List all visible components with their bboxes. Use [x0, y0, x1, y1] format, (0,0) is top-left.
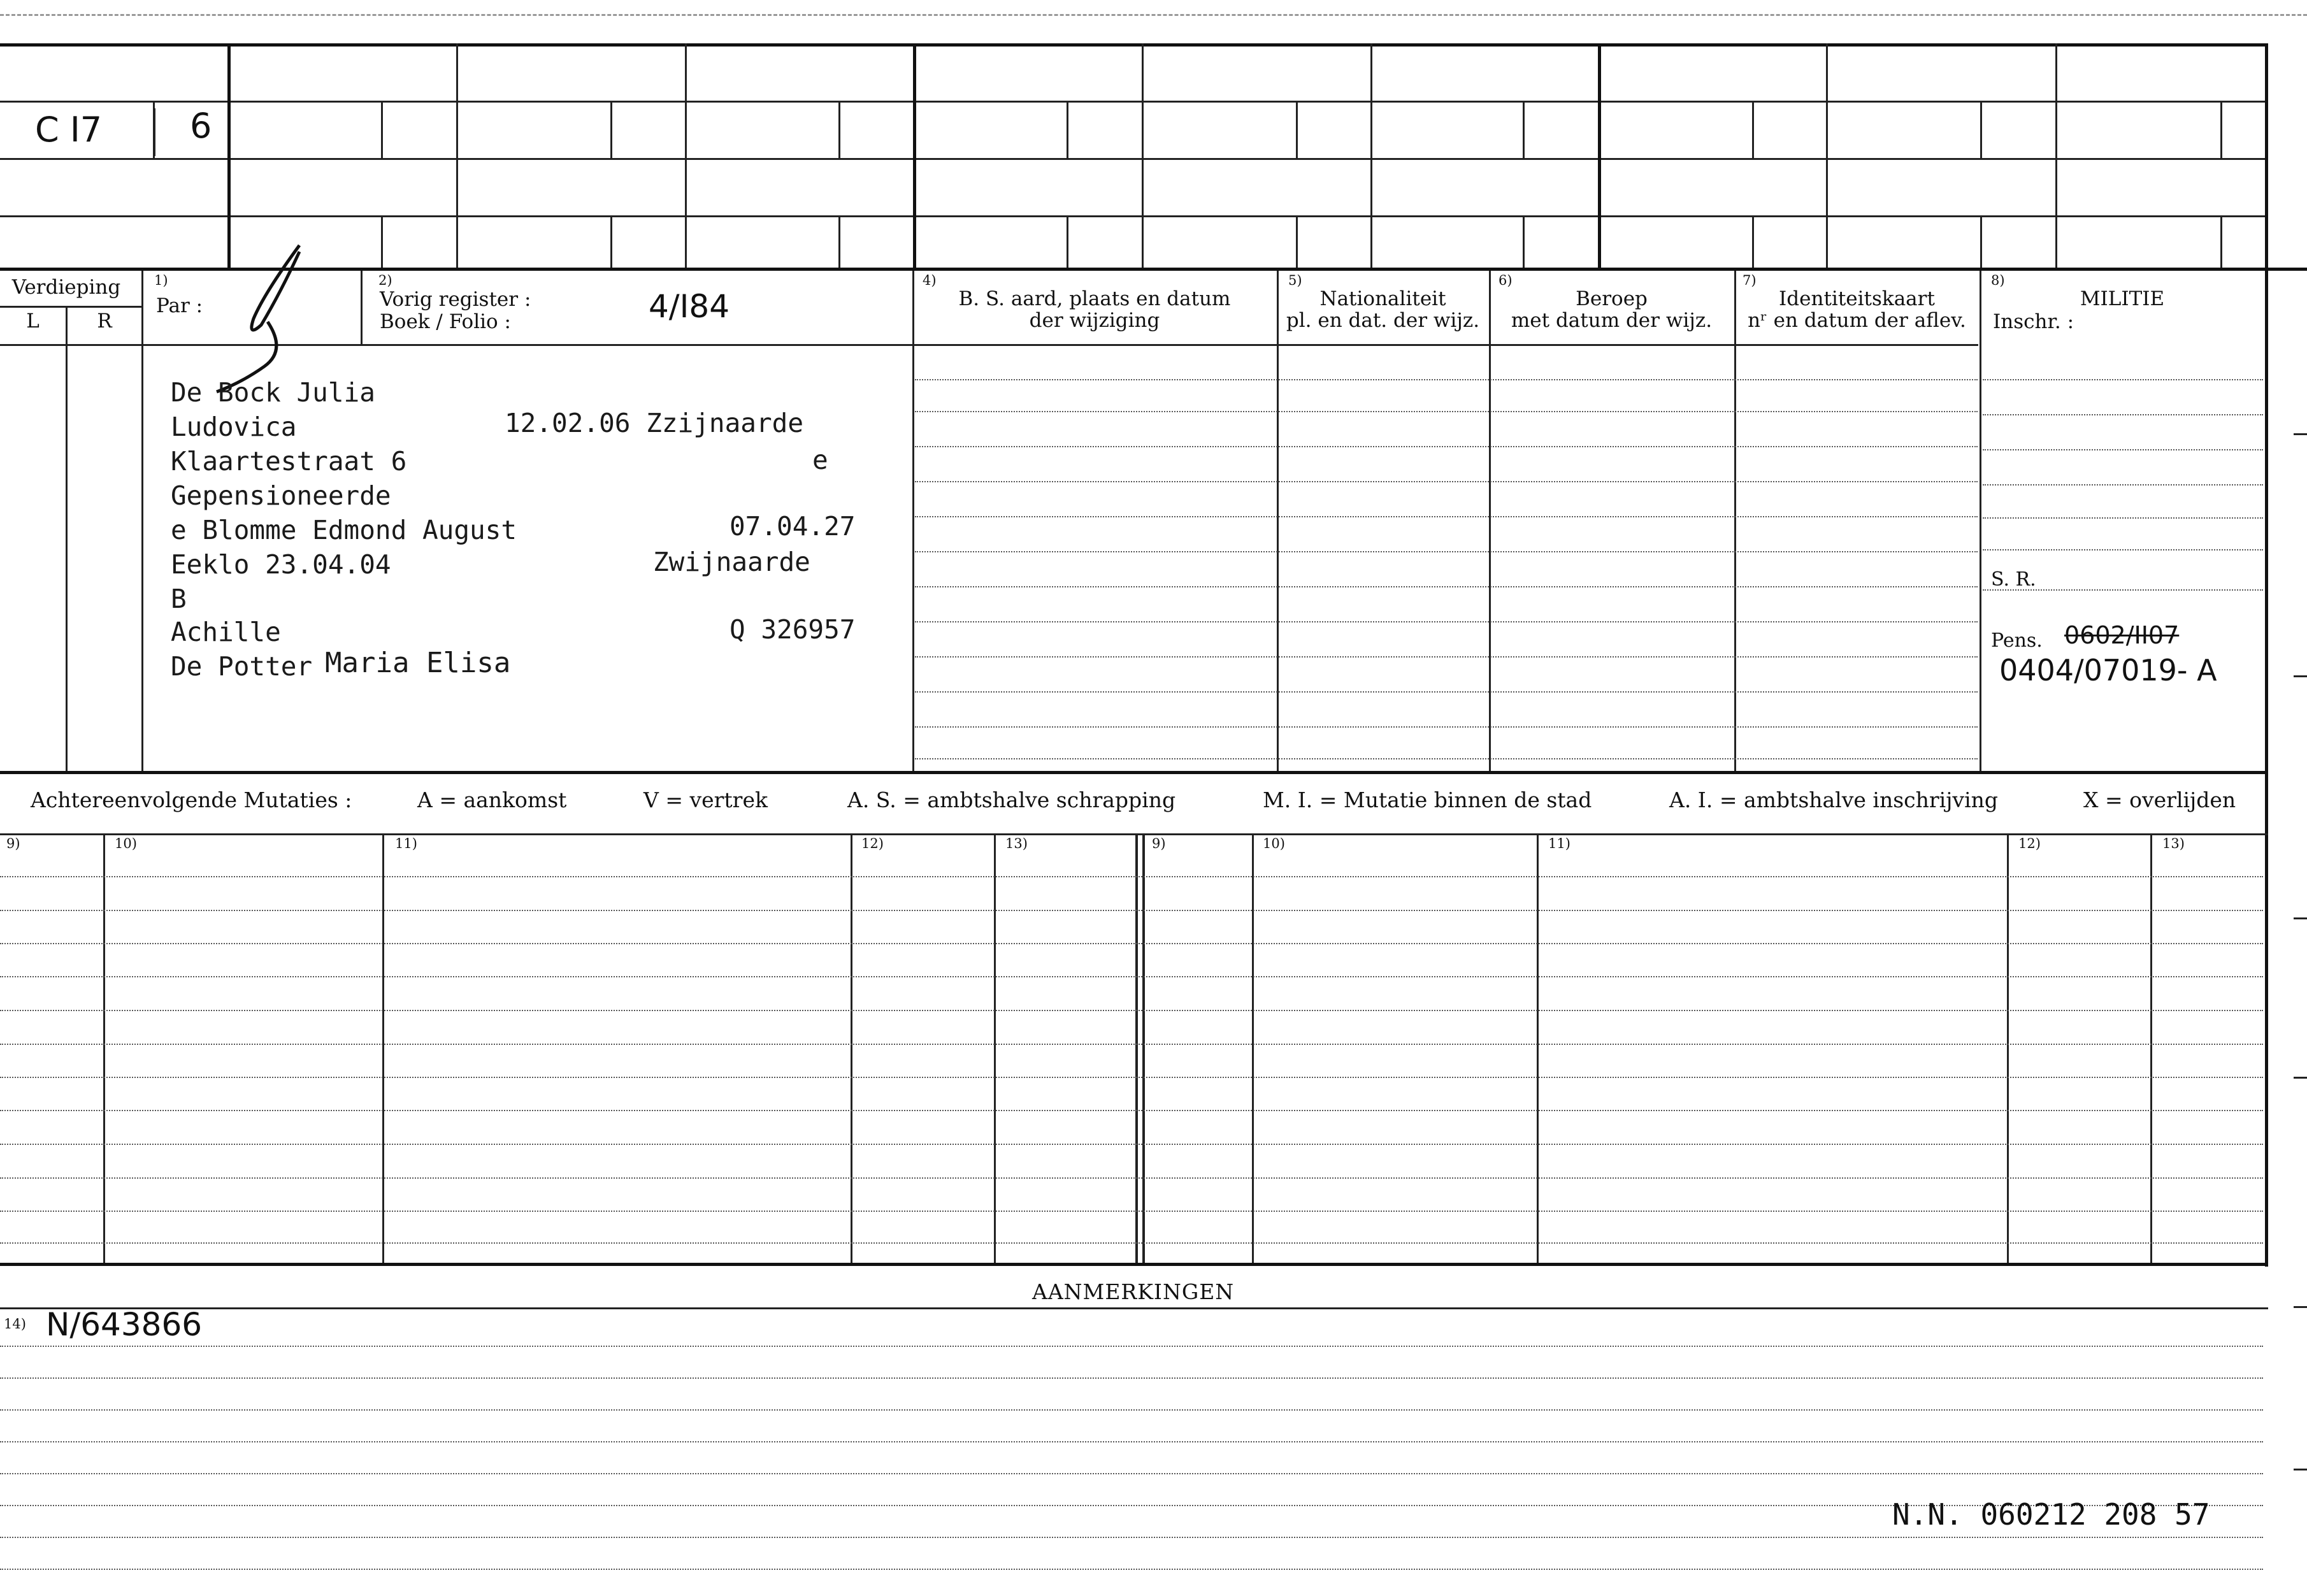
top-subdivider	[1980, 101, 1982, 158]
mutation-left-col11: 11)	[395, 836, 417, 851]
mutation-right-col10: 10)	[1263, 836, 1285, 851]
field-number-7: 7)	[1743, 273, 1757, 288]
code-divider	[153, 108, 155, 156]
top-grid-col	[685, 43, 687, 268]
mutation-col	[851, 833, 852, 1263]
col-divider	[1980, 271, 1981, 771]
top-grid-col	[2055, 43, 2057, 268]
field-number-4: 4)	[923, 273, 937, 288]
verdieping-label: Verdieping	[11, 276, 121, 299]
top-subdivider	[1752, 215, 1754, 268]
vorig-register-label: Vorig register :	[380, 288, 531, 311]
field-number-2: 2)	[378, 273, 392, 288]
top-subdivider	[2220, 215, 2222, 268]
mother-firstnames: Maria Elisa	[325, 647, 511, 679]
col4-header-line2: der wijziging	[1029, 309, 1160, 332]
header-line	[0, 306, 143, 308]
national-number: N.N. 060212 208 57	[1892, 1497, 2210, 1532]
mutation-left-col9: 9)	[6, 836, 20, 851]
mutation-col	[382, 833, 384, 1263]
mutation-right-col9: 9)	[1152, 836, 1166, 851]
mutation-col	[1537, 833, 1539, 1263]
top-subdivider	[1296, 101, 1298, 158]
remarks-title: AANMERKINGEN	[1032, 1279, 1235, 1304]
inschr-label: Inschr. :	[1993, 310, 2074, 333]
col-divider	[1734, 271, 1736, 771]
top-grid-col	[456, 43, 458, 268]
legend-as: A. S. = ambtshalve schrapping	[847, 787, 1176, 812]
col5-header-line2: pl. en dat. der wijz.	[1286, 309, 1480, 332]
top-subdivider	[381, 101, 383, 158]
birth-date-place: 12.02.06 Zzijnaarde	[505, 408, 803, 438]
field-number-14: 14)	[4, 1316, 26, 1332]
boek-folio-value: 4/I84	[649, 288, 730, 325]
col7-header-line2: nʳ en datum der aflev.	[1748, 309, 1966, 332]
father-name: Achille	[171, 617, 281, 647]
top-subdivider	[1523, 215, 1525, 268]
legend-x: X = overlijden	[2083, 787, 2236, 812]
col6-header-line2: met datum der wijz.	[1511, 309, 1713, 332]
col-divider	[361, 271, 363, 344]
identity-card-number: Q 326957	[729, 614, 856, 645]
col6-header-line1: Beroep	[1576, 287, 1648, 310]
top-subdivider	[1296, 215, 1298, 268]
militie-header: MILITIE	[2080, 287, 2165, 310]
top-grid-col	[913, 43, 916, 268]
col7-header	[1734, 288, 1980, 331]
top-grid-col	[227, 43, 231, 268]
mutation-center-divider	[1135, 833, 1138, 1263]
marriage-place: Zwijnaarde	[653, 547, 810, 577]
occupation: Gepensioneerde	[171, 480, 391, 511]
top-subdivider	[610, 101, 612, 158]
field-number-5: 5)	[1288, 273, 1302, 288]
mutation-col	[2007, 833, 2009, 1263]
pens-label: Pens.	[1991, 629, 2043, 652]
field-number-6: 6)	[1498, 273, 1513, 288]
col5-header	[1277, 288, 1489, 331]
spouse-birth: Eeklo 23.04.04	[171, 549, 391, 580]
mutation-center-divider	[1142, 833, 1145, 1263]
top-grid-col	[1370, 43, 1372, 268]
remarks-value: N/643866	[46, 1306, 203, 1343]
mutation-right-col11: 11)	[1548, 836, 1570, 851]
legend-v: V = vertrek	[643, 787, 768, 812]
scan-top-edge	[0, 14, 2307, 16]
col5-header-line1: Nationaliteit	[1319, 287, 1446, 310]
top-subdivider	[1980, 215, 1982, 268]
remarks-top-line	[0, 1307, 2268, 1309]
person-line7: B	[171, 584, 187, 614]
mutation-col	[994, 833, 996, 1263]
top-grid-line	[0, 101, 2268, 103]
top-subdivider	[1067, 215, 1068, 268]
mutation-right-col13: 13)	[2162, 836, 2185, 851]
marriage-date: 07.04.27	[729, 511, 856, 542]
boek-folio-label: Boek / Folio :	[380, 310, 511, 333]
mutation-col	[2150, 833, 2152, 1263]
top-grid-col	[1142, 43, 1144, 268]
legend-a: A = aankomst	[417, 787, 567, 812]
col7-header-line1: Identiteitskaart	[1779, 287, 1935, 310]
par-label: Par :	[156, 294, 203, 317]
address: Klaartestraat 6	[171, 446, 407, 477]
mutation-right-col12: 12)	[2018, 836, 2041, 851]
section-divider	[0, 1263, 2268, 1266]
top-grid-line	[0, 158, 2268, 160]
top-subdivider	[1752, 101, 1754, 158]
top-grid-line	[0, 215, 2268, 217]
col4-header-line1: B. S. aard, plaats en datum	[958, 287, 1231, 310]
mutation-col	[103, 833, 105, 1263]
legend-title: Achtereenvolgende Mutaties :	[31, 787, 352, 812]
field-number-8: 8)	[1991, 273, 2005, 288]
register-number: 6	[190, 106, 212, 146]
mutation-left-col10: 10)	[115, 836, 137, 851]
mutation-col	[1252, 833, 1254, 1263]
top-subdivider	[2220, 101, 2222, 158]
top-subdivider	[610, 215, 612, 268]
top-subdivider	[381, 215, 383, 268]
mutation-table-top	[0, 833, 2268, 835]
mutation-left-col12: 12)	[861, 836, 884, 851]
card-right-border	[2265, 43, 2268, 1267]
field-number-1: 1)	[154, 273, 168, 288]
legend-mi: M. I. = Mutatie binnen de stad	[1263, 787, 1592, 812]
top-subdivider	[838, 215, 840, 268]
pens-old-number: 0602/II07	[2064, 621, 2180, 649]
col6-header	[1489, 288, 1734, 331]
section-divider	[0, 771, 2268, 774]
mutation-left-col13: 13)	[1005, 836, 1028, 851]
top-grid-border	[0, 43, 2268, 47]
col4-header	[912, 288, 1277, 331]
col-divider	[912, 271, 914, 771]
pens-new-number: 0404/07019- A	[1999, 653, 2217, 687]
person-name-line2: Ludovica	[171, 412, 297, 442]
person-name-line1: De Bock Julia	[171, 377, 375, 408]
mother-surname: De Potter	[171, 651, 313, 682]
section-divider	[0, 268, 2307, 271]
top-subdivider	[1523, 101, 1525, 158]
top-subdivider	[838, 101, 840, 158]
top-grid-col	[1598, 43, 1601, 268]
col-divider	[141, 271, 143, 771]
l-label: L	[26, 310, 40, 333]
top-subdivider	[1067, 101, 1068, 158]
top-grid-col	[1826, 43, 1828, 268]
sr-label: S. R.	[1991, 568, 2036, 591]
r-label: R	[97, 310, 112, 333]
register-code: C I7	[35, 110, 103, 150]
e-mark: e	[812, 445, 828, 475]
col-divider	[1489, 271, 1491, 771]
spouse-name: e Blomme Edmond August	[171, 515, 517, 545]
col-divider	[66, 306, 68, 771]
col-divider	[1277, 271, 1279, 771]
legend-ai: A. I. = ambtshalve inschrijving	[1669, 787, 1999, 812]
